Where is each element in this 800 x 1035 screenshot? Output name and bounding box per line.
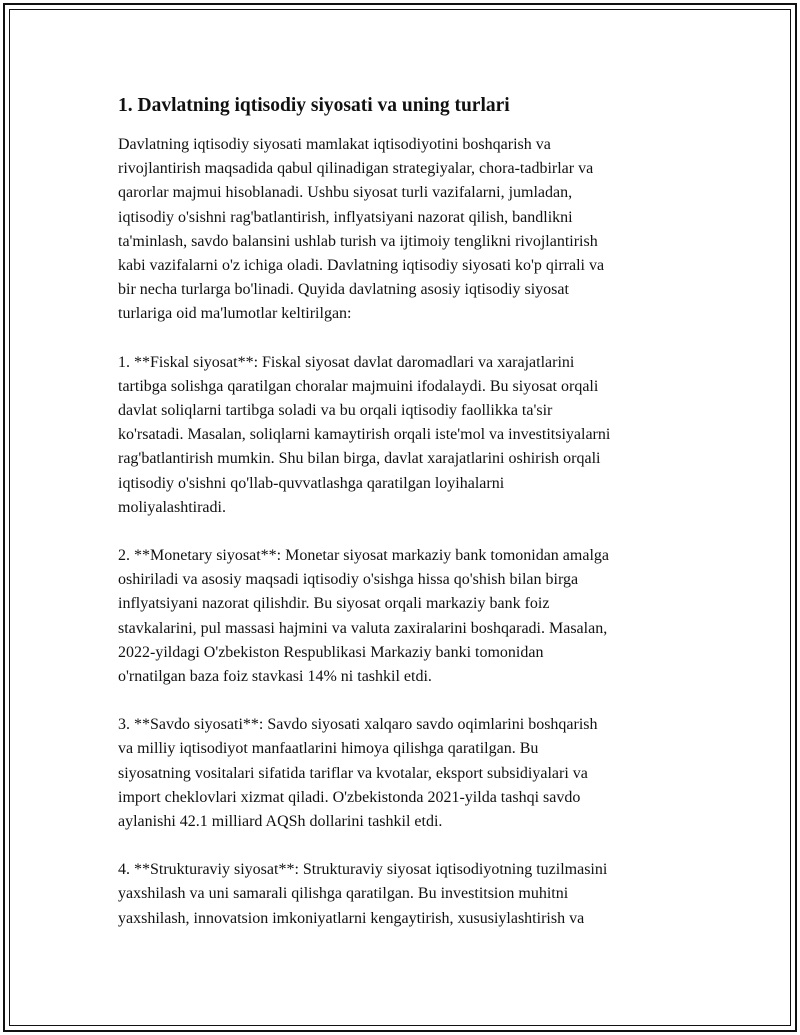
text-line: iqtisodiy o'sishni qo'llab-quvvatlashga qaratilgan loyihalarni bbox=[118, 474, 505, 492]
text-line: yaxshilash va uni samarali qilishga qaratilgan. Bu investitsion muhitni bbox=[118, 885, 569, 903]
text-line: moliyalashtiradi. bbox=[118, 498, 226, 516]
text-line: oshiriladi va asosiy maqsadi iqtisodiy o'sishga hissa qo'shish bilan birga bbox=[118, 571, 579, 589]
text-line: 1. **Fiskal siyosat**: Fiskal siyosat davlat daromadlari va xarajatlarini bbox=[118, 353, 575, 371]
text-line: 2. **Monetary siyosat**: Monetar siyosat markaziy bank tomonidan amalga bbox=[118, 547, 609, 565]
text-line: turlariga oid ma'lumotlar keltirilgan: bbox=[118, 305, 352, 323]
text-line: va milliy iqtisodiyot manfaatlarini himoya qilishga qaratilgan. Bu bbox=[118, 740, 539, 758]
section-heading: 1. Davlatning iqtisodiy siyosati va uning turlari bbox=[118, 95, 510, 116]
text-line: inflyatsiyani nazorat qilishdir. Bu siyosat orqali markaziy bank foiz bbox=[118, 595, 550, 613]
text-line: o'rnatilgan baza foiz stavkasi 14% ni tashkil etdi. bbox=[118, 668, 432, 686]
document-content bbox=[118, 94, 693, 955]
text-line: rivojlantirish maqsadida qabul qilinadigan strategiyalar, chora-tadbirlar va bbox=[118, 160, 594, 178]
text-line: rag'batlantirish mumkin. Shu bilan birga, davlat xarajatlarini oshirish orqali bbox=[118, 450, 601, 468]
text-line: stavkalarini, pul massasi hajmini va valuta zaxiralarini boshqaradi. Masalan, bbox=[118, 619, 608, 637]
text-line: yaxshilash, innovatsion imkoniyatlarni kengaytirish, xususiylashtirish va bbox=[118, 909, 585, 927]
paragraph-intro bbox=[118, 133, 693, 327]
text-line: iqtisodiy o'sishni rag'batlantirish, inflyatsiyani nazorat qilish, bandlikni bbox=[118, 208, 573, 226]
text-line: import cheklovlari xizmat qiladi. O'zbekistonda 2021-yilda tashqi savdo bbox=[118, 788, 581, 806]
text-line: siyosatning vositalari sifatida tariflar va kvotalar, eksport subsidiyalari va bbox=[118, 764, 588, 782]
paragraph-structural-policy bbox=[118, 858, 693, 931]
paragraph-fiscal-policy bbox=[118, 351, 693, 520]
text-line: 2022-yildagi O'zbekiston Respublikasi Markaziy banki tomonidan bbox=[118, 643, 544, 661]
text-line: 4. **Strukturaviy siyosat**: Strukturaviy siyosat iqtisodiyotning tuzilmasini bbox=[118, 861, 608, 879]
paragraph-trade-policy bbox=[118, 713, 693, 834]
paragraph-monetary-policy bbox=[118, 544, 693, 689]
text-line: Davlatning iqtisodiy siyosati mamlakat iqtisodiyotini boshqarish va bbox=[118, 136, 551, 153]
text-line: qarorlar majmui hisoblanadi. Ushbu siyosat turli vazifalarni, jumladan, bbox=[118, 184, 573, 202]
text-line: ko'rsatadi. Masalan, soliqlarni kamaytirish orqali iste'mol va investitsiyalarni bbox=[118, 426, 611, 444]
text-line: tartibga solishga qaratilgan choralar majmuini ifodalaydi. Bu siyosat orqali bbox=[118, 377, 599, 395]
text-line: kabi vazifalarni o'z ichiga oladi. Davlatning iqtisodiy siyosati ko'p qirrali va bbox=[118, 257, 605, 275]
text-line: davlat soliqlarni tartibga soladi va bu orqali iqtisodiy faollikka ta'sir bbox=[118, 402, 553, 420]
text-line: bir necha turlarga bo'linadi. Quyida davlatning asosiy iqtisodiy siyosat bbox=[118, 281, 569, 299]
text-line: 3. **Savdo siyosati**: Savdo siyosati xalqaro savdo oqimlarini boshqarish bbox=[118, 716, 598, 734]
text-line: ta'minlash, savdo balansini ushlab turish va ijtimoiy tenglikni rivojlantirish bbox=[118, 232, 598, 250]
text-line: aylanishi 42.1 milliard AQSh dollarini tashkil etdi. bbox=[118, 813, 443, 831]
